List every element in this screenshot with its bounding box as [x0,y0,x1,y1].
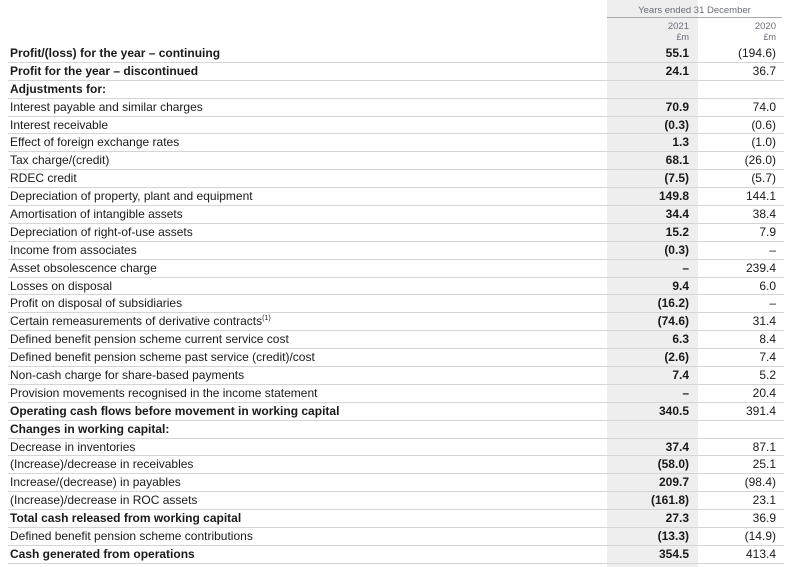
row-label-text: Provision movements recognised in the income statement [10,385,318,400]
value-2021: 354.5 [658,546,689,561]
row-label-text: Effect of foreign exchange rates [10,135,180,150]
value-2021: 70.9 [665,99,689,114]
row-label-text: Defined benefit pension scheme current service cost [10,332,289,347]
row-label [10,510,241,528]
row-label-text: RDEC credit [10,171,77,186]
table-row [0,134,812,152]
row-label [10,63,198,81]
value-2020: – [769,296,776,311]
table-row [0,421,812,439]
table-row [0,313,812,331]
unit-header-2020: £m [763,32,776,42]
row-label [10,474,181,492]
value-2021: 6.3 [672,332,689,347]
table-row [0,81,812,99]
row-label [10,546,195,564]
value-2021: 27.3 [665,511,689,526]
row-label [10,170,77,188]
value-2021: 68.1 [665,153,689,168]
value-2020: (26.0) [744,153,776,168]
table-row [0,170,812,188]
row-label [10,367,244,385]
row-label-text: Losses on disposal [10,278,113,293]
row-label-text: Amortisation of intangible assets [10,207,183,222]
row-label-text: Income from associates [10,242,137,257]
value-2020: (98.4) [744,475,776,490]
value-2021: (0.3) [664,117,689,132]
value-2021: 1.3 [672,135,689,150]
row-label-text: Certain remeasurements of derivative contracts [10,314,263,329]
table-row [0,295,812,313]
value-2020: 25.1 [752,457,776,472]
row-label-text: Decrease in inventories [10,439,136,454]
row-label [10,188,253,206]
table-row [0,45,812,63]
value-2020: (1.0) [751,135,776,150]
value-2020: (194.6) [737,46,776,60]
row-label-text: Defined benefit pension scheme contributions [10,529,253,544]
table-row [0,188,812,206]
row-label-text: Interest payable and similar charges [10,99,203,114]
value-2020: 144.1 [745,189,776,204]
row-label-text: Tax charge/(credit) [10,153,110,168]
value-2020: 8.4 [759,332,776,347]
row-label-text: Asset obsolescence charge [10,260,157,275]
table-row [0,117,812,135]
table-row [0,492,812,510]
row-label [10,224,193,242]
value-2021: (0.3) [664,242,689,257]
row-label [10,81,106,99]
value-2020: 38.4 [752,207,776,222]
value-2021: (2.6) [664,350,689,365]
value-2020: 20.4 [752,385,776,400]
value-2021: 24.1 [665,63,689,78]
row-label [10,456,193,474]
value-2021: (161.8) [650,493,689,508]
table-row [0,152,812,170]
value-2020: 239.4 [745,260,776,275]
value-2021: 37.4 [665,439,689,454]
row-label-text: (Increase)/decrease in receivables [10,457,194,472]
value-2021: 34.4 [665,207,689,222]
value-2021: (13.3) [657,529,689,544]
row-label [10,99,203,117]
row-label-text: Profit on disposal of subsidiaries [10,296,183,311]
period-header: Years ended 31 December [638,5,751,16]
row-label [10,528,253,546]
table-row [0,63,812,81]
value-2021: (74.6) [657,314,689,329]
table-row [0,349,812,367]
value-2021: 209.7 [658,475,689,490]
row-label [10,492,197,510]
value-2021: 15.2 [665,224,689,239]
value-2020: 391.4 [745,403,776,418]
table-row [0,456,812,474]
value-2020: 7.9 [759,224,776,239]
value-2021: – [682,260,689,275]
row-label-text: Depreciation of right-of-use assets [10,224,193,239]
table-row [0,385,812,403]
row-label [10,439,135,457]
cash-flow-table [0,45,812,564]
row-label [10,421,169,439]
row-label-text: Non-cash charge for share-based payments [10,368,245,383]
year-header-2021: 2021 [667,21,689,32]
table-row [0,510,812,528]
row-label [10,242,137,260]
row-label-text: Adjustments for: [10,81,106,96]
year-header-2020: 2020 [754,21,776,32]
table-row [0,242,812,260]
table-row [0,367,812,385]
row-label-text: (Increase)/decrease in ROC assets [10,493,198,508]
value-2020: 23.1 [752,493,776,508]
value-2020: 74.0 [752,99,776,114]
row-label-text: Cash generated from operations [10,546,195,561]
row-label [10,45,220,63]
table-row [0,278,812,296]
value-2020: 36.9 [752,511,776,526]
row-label [10,278,112,296]
unit-header-2021: £m [676,32,689,42]
row-label-text: Increase/(decrease) in payables [10,475,181,490]
value-2021: 7.4 [672,368,689,383]
value-2021: 340.5 [658,403,689,418]
row-label [10,331,289,349]
value-2020: 36.7 [752,63,776,78]
table-row [0,474,812,492]
value-2020: (14.9) [744,529,776,544]
value-2020: 5.2 [759,368,776,383]
row-label-text: Profit for the year – discontinued [10,63,199,78]
value-2020: 7.4 [759,350,776,365]
row-label [10,260,157,278]
value-2020: 6.0 [759,278,776,293]
value-2021: 149.8 [658,189,689,204]
row-label [10,313,271,331]
table-row [0,224,812,242]
row-label [10,206,183,224]
row-label [10,117,108,135]
row-label-text: Defined benefit pension scheme past service (credit)/cost [10,350,315,365]
footnote-marker: (1) [262,315,271,323]
row-label [10,403,339,421]
value-2021: 55.1 [665,46,689,60]
table-row [0,403,812,421]
value-2020: 413.4 [745,546,776,561]
value-2021: – [682,385,689,400]
row-label-text: Profit/(loss) for the year – continuing [10,46,221,60]
value-2021: 9.4 [672,278,689,293]
row-label-text: Interest receivable [10,117,109,132]
row-label-text: Depreciation of property, plant and equipment [10,189,253,204]
row-label-text: Total cash released from working capital [10,511,242,526]
table-row [0,528,812,546]
value-2021: (58.0) [657,457,689,472]
table-row [0,99,812,117]
value-2020: 31.4 [752,314,776,329]
header-rule [607,17,782,18]
value-2020: (0.6) [751,117,776,132]
value-2020: (5.7) [751,171,776,186]
value-2021: (7.5) [664,171,689,186]
table-row [0,546,812,564]
value-2021: (16.2) [657,296,689,311]
value-2020: – [769,242,776,257]
table-row [0,439,812,457]
row-label [10,349,315,367]
row-label [10,152,109,170]
row-label-text: Changes in working capital: [10,421,170,436]
table-row [0,331,812,349]
table-row [0,206,812,224]
row-label [10,385,317,403]
row-label [10,295,182,313]
row-label-text: Operating cash flows before movement in working capital [10,403,340,418]
row-label [10,134,179,152]
table-row [0,260,812,278]
value-2020: 87.1 [752,439,776,454]
